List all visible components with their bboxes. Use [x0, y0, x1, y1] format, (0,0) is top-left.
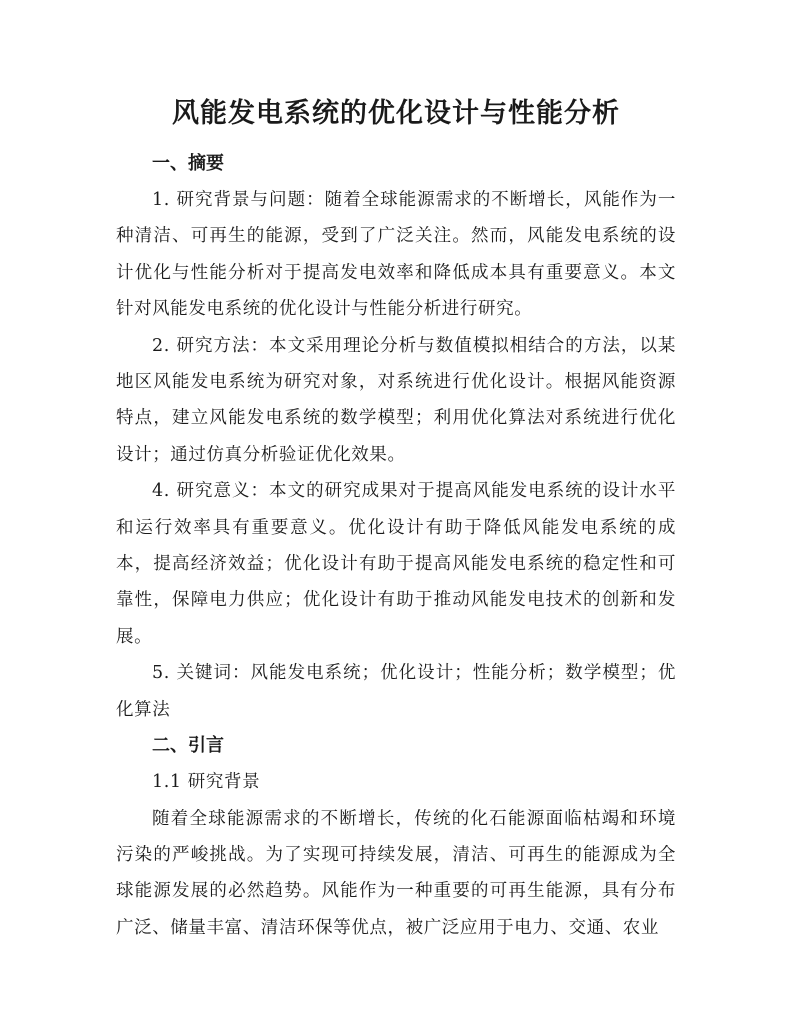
abstract-item-method: 2. 研究方法：本文采用理论分析与数值模拟相结合的方法，以某地区风能发电系统为研究对象，对系统进行优化设计。根据风能资源特点，建立风能发电系统的数学模型；利用优化算法对系统进行优化设计；通过仿真分析验证优化效果。 — [116, 335, 676, 465]
abstract-item-background: 1. 研究背景与问题：随着全球能源需求的不断增长，风能作为一种清洁、可再生的能源，受到了广泛关注。然而，风能发电系统的设计优化与性能分析对于提高发电效率和降低成本具有重要意义。本文针对风能发电系统的优化设计与性能分析进行研究。 — [116, 190, 676, 320]
abstract-item-keywords: 5. 关键词：风能发电系统；优化设计；性能分析；数学模型；优化算法 — [116, 663, 676, 720]
section-heading-introduction: 二、引言 — [152, 735, 224, 757]
abstract-item-significance: 4. 研究意义：本文的研究成果对于提高风能发电系统的设计水平和运行效率具有重要意义。优化设计有助于降低风能发电系统的成本，提高经济效益；优化设计有助于提高风能发电系统的稳定性和可靠性，保障电力供应；优化设计有助于推动风能发电技术的创新和发展。 — [116, 481, 676, 647]
intro-paragraph: 随着全球能源需求的不断增长，传统的化石能源面临枯竭和环境污染的严峻挑战。为了实现可持续发展，清洁、可再生的能源成为全球能源发展的必然趋势。风能作为一种重要的可再生能源，具有分布广泛、储量丰富、清洁环保等优点，被广泛应用于电力、交通、农业 — [116, 808, 676, 938]
section-heading-abstract: 一、摘要 — [152, 153, 224, 174]
subheading-research-background: 1.1 研究背景 — [152, 772, 261, 793]
document-title: 风能发电系统的优化设计与性能分析 — [172, 98, 620, 129]
